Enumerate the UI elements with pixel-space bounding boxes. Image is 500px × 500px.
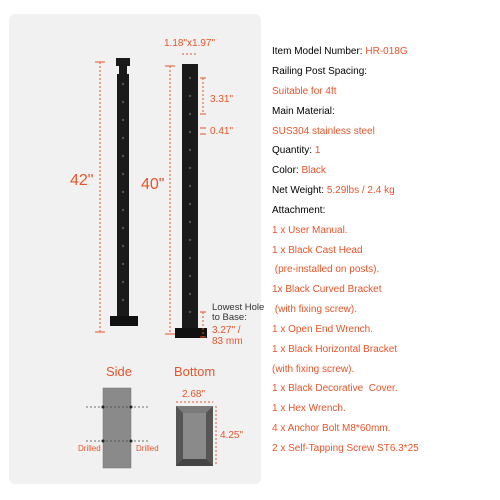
lowest-hole-value-2: 83 mm xyxy=(212,336,243,347)
bottom-view-label: Bottom xyxy=(174,364,216,379)
spec-line: Attachment: xyxy=(272,205,326,216)
base-height-label: 4.25" xyxy=(220,430,244,441)
spec-line: (with fixing screw). xyxy=(272,304,358,315)
hole-spacing-dimension xyxy=(200,78,206,134)
spec-line: (pre-installed on posts). xyxy=(272,264,380,275)
spec-line: Suitable for 4ft xyxy=(272,86,337,97)
spec-line: Railing Post Spacing: xyxy=(272,66,368,77)
total-height-label: 42" xyxy=(70,172,94,189)
spec-line: Item Model Number: HR-018G xyxy=(272,46,408,57)
side-view-label: Side xyxy=(106,364,133,379)
spec-line: 1 x Black Cast Head xyxy=(272,245,363,256)
bottom-view xyxy=(176,402,216,466)
spec-line: 4 x Anchor Bolt M8*60mm. xyxy=(272,423,391,434)
spec-line: Net Weight: 5.29lbs / 2.4 kg xyxy=(272,185,395,196)
spec-line: 2 x Self-Tapping Screw ST6.3*25 xyxy=(272,443,419,454)
spec-line: SUS304 stainless steel xyxy=(272,126,375,137)
spec-line: 1 x Hex Wrench. xyxy=(272,403,346,414)
lowest-hole-label-2: to Base: xyxy=(212,312,247,323)
drilled-left-label: Drilled xyxy=(78,444,101,453)
spec-line: 1 x Open End Wrench. xyxy=(272,324,373,335)
post-height-label: 40" xyxy=(141,176,165,193)
total-height-dimension xyxy=(95,62,105,332)
spec-line: 1 x Black Horizontal Bracket xyxy=(272,344,398,355)
post-plain xyxy=(175,64,207,338)
spec-line: Main Material: xyxy=(272,106,335,117)
spec-line: 1 x Black Decorative Cover. xyxy=(272,383,398,394)
spec-line: 1x Black Curved Bracket xyxy=(272,284,382,295)
post-with-head xyxy=(110,58,138,326)
spec-line: Color: Black xyxy=(272,165,326,176)
spec-line: 1 x User Manual. xyxy=(272,225,348,236)
top-hole-offset-label: 0.41" xyxy=(210,126,234,137)
base-width-label: 2.68" xyxy=(182,389,206,400)
post-size-label: 1.18"x1.97" xyxy=(164,38,216,49)
spec-line: Quantity: 1 xyxy=(272,145,321,156)
hole-spacing-label: 3.31" xyxy=(210,94,234,105)
lowest-hole-label-1: Lowest Hole xyxy=(212,302,265,313)
drilled-right-label: Drilled xyxy=(136,444,159,453)
side-view xyxy=(86,388,148,468)
post-height-dimension xyxy=(165,66,175,334)
spec-line: (with fixing screw). xyxy=(272,364,355,375)
lowest-hole-value-1: 3.27" / xyxy=(212,325,241,336)
